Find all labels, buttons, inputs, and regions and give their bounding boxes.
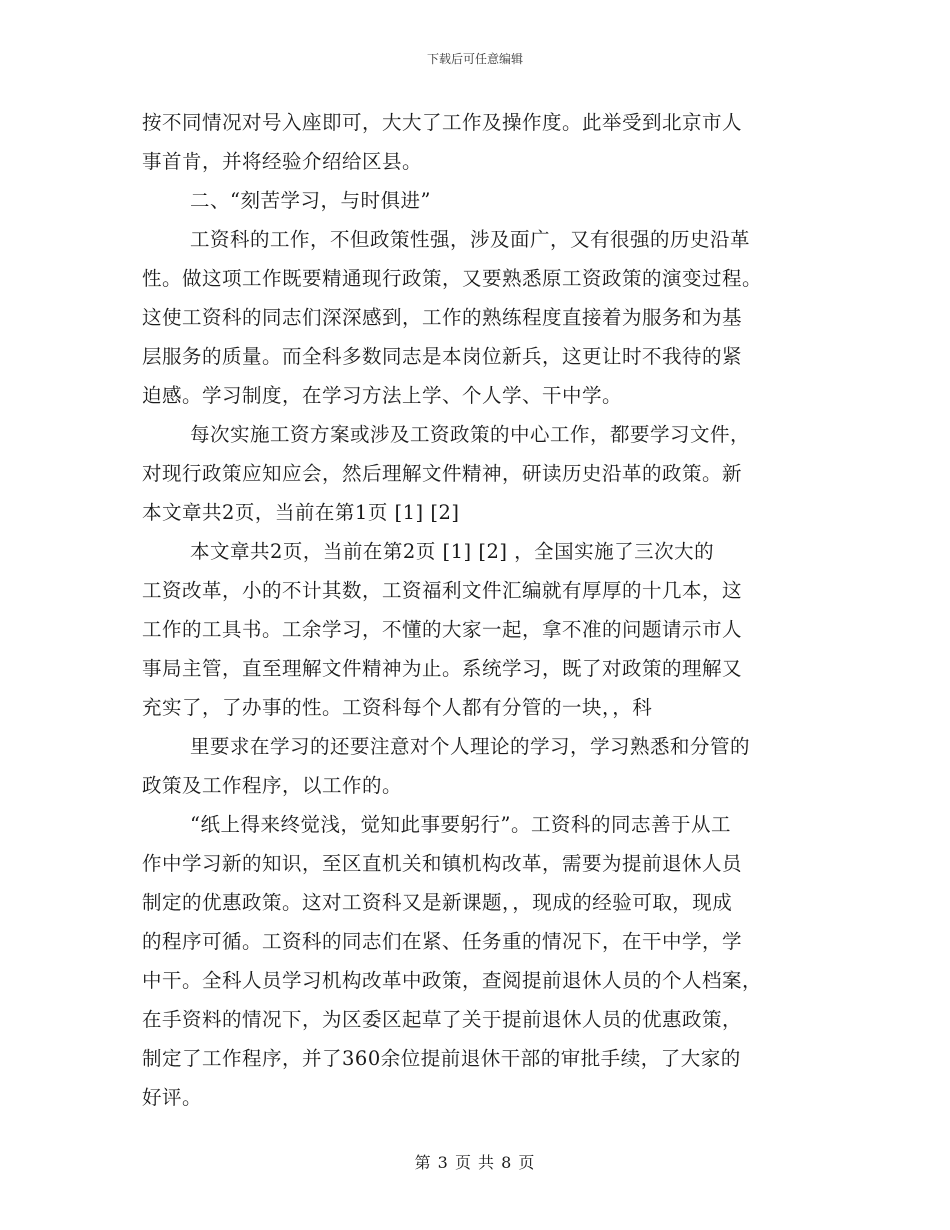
document-body xyxy=(142,103,822,1117)
text-line: 事首肯，并将经验介绍给区县。 xyxy=(142,150,423,173)
text-line: 本文章共2页，当前在第1页 [1] [2] xyxy=(142,501,460,524)
text-line: 中干。全科人员学习机构改革中政策，查阅提前退休人员的个人档案， xyxy=(142,969,763,992)
text-line: 里要求在学习的还要注意对个人理论的学习，学习熟悉和分管的 xyxy=(190,735,751,758)
text-line: 性。做这项工作既要精通现行政策，又要熟悉原工资政策的演变过程。 xyxy=(142,267,763,290)
text-line: 工资改革，小的不计其数，工资福利文件汇编就有厚厚的十几本，这 xyxy=(142,579,743,602)
text-line: 对现行政策应知应会，然后理解文件精神，研读历史沿革的政策。新 xyxy=(142,462,743,485)
text-line: 二、“刻苦学习，与时俱进” xyxy=(190,189,431,212)
text-line: 的程序可循。工资科的同志们在紧、任务重的情况下，在干中学，学 xyxy=(142,930,743,953)
text-line: 迫感。学习制度，在学习方法上学、个人学、干中学。 xyxy=(142,384,623,407)
text-line: 作中学习新的知识，至区直机关和镇机构改革，需要为提前退休人员 xyxy=(142,852,743,875)
text-line: 政策及工作程序，以工作的。 xyxy=(142,774,403,797)
text-line: 好评。 xyxy=(142,1086,203,1109)
text-line: 本文章共2页，当前在第2页 [1] [2] ，全国实施了三次大的 xyxy=(190,540,715,563)
text-line: 这使工资科的同志们深深感到，工作的熟练程度直接着为服务和为基 xyxy=(142,306,743,329)
text-line: 在手资料的情况下，为区委区起草了关于提前退休人员的优惠政策， xyxy=(142,1008,743,1031)
text-line: 充实了，了办事的性。工资科每个人都有分管的一块，，科 xyxy=(142,696,653,719)
text-line: 制定了工作程序，并了360余位提前退休干部的审批手续，了大家的 xyxy=(142,1047,741,1070)
text-line: 层服务的质量。而全科多数同志是本岗位新兵，这更让时不我待的紧 xyxy=(142,345,743,368)
text-line: 工资科的工作，不但政策性强，涉及面广，又有很强的历史沿革 xyxy=(190,228,751,251)
text-line: 事局主管，直至理解文件精神为止。系统学习，既了对政策的理解又 xyxy=(142,657,743,680)
text-line: 按不同情况对号入座即可，大大了工作及操作度。此举受到北京市人 xyxy=(142,111,743,134)
text-line: 工作的工具书。工余学习，不懂的大家一起，拿不准的问题请示市人 xyxy=(142,618,743,641)
text-line: “纸上得来终觉浅，觉知此事要躬行”。工资科的同志善于从工 xyxy=(190,813,731,836)
text-line: 每次实施工资方案或涉及工资政策的中心工作，都要学习文件， xyxy=(190,423,751,446)
page-header-note: 下载后可任意编辑 xyxy=(426,52,523,66)
text-line: 制定的优惠政策。这对工资科又是新课题，，现成的经验可取，现成 xyxy=(142,891,733,914)
page-number-footer: 第 3 页 共 8 页 xyxy=(414,1153,536,1172)
